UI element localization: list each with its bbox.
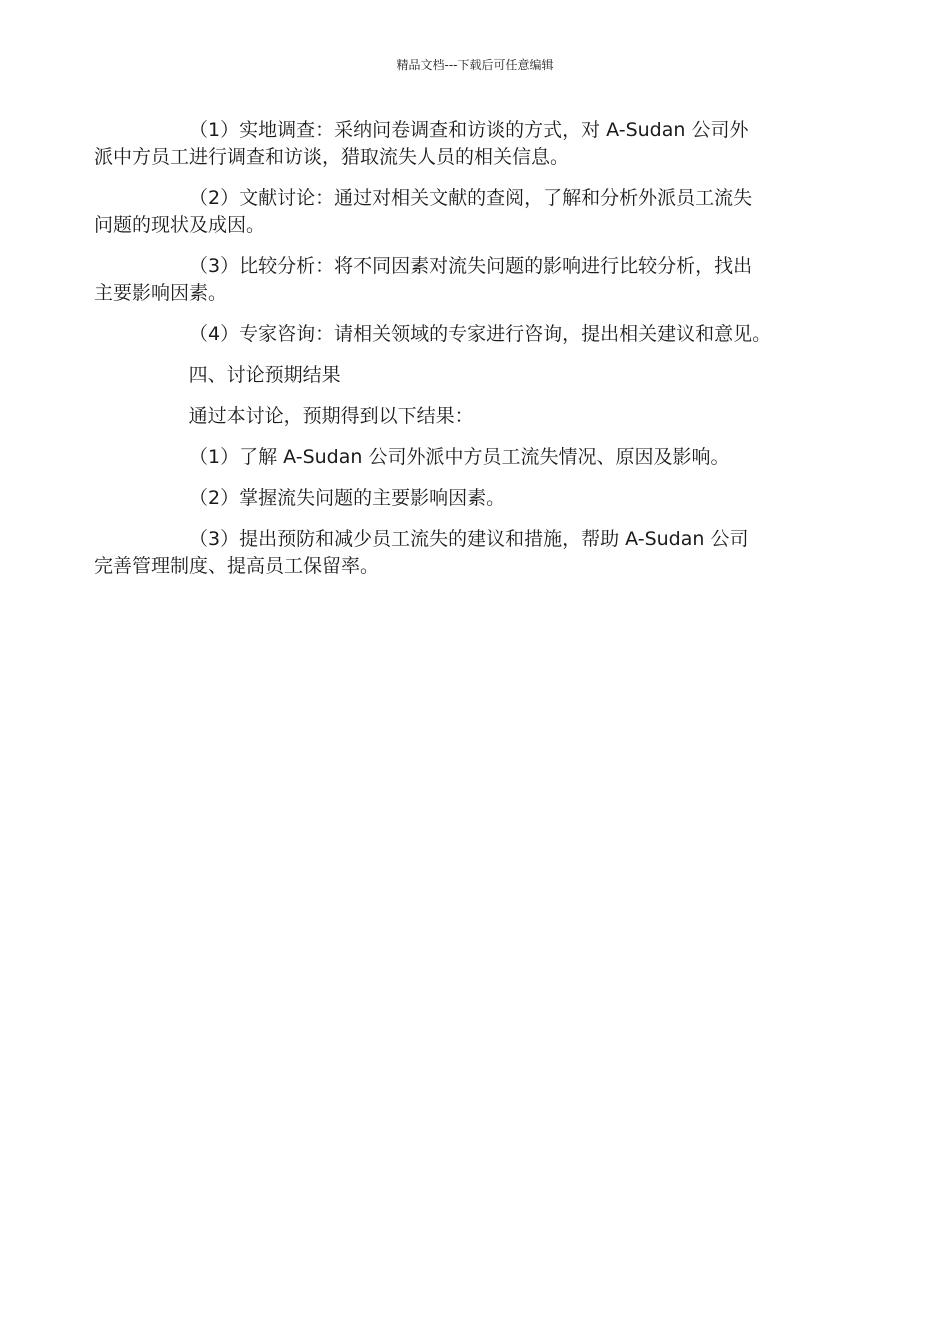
- text-line: （1）实地调查：采纳问卷调查和访谈的方式，对 A-Sudan 公司外: [189, 119, 749, 141]
- method-paragraph-1: [94, 117, 823, 171]
- section-heading: 四、讨论预期结果: [188, 364, 341, 386]
- result-paragraph-3: [94, 526, 823, 580]
- text-line: 派中方员工进行调查和访谈，猎取流失人员的相关信息。: [94, 146, 570, 168]
- text-line: 主要影响因素。: [94, 282, 228, 304]
- document-body: [94, 117, 823, 594]
- text-line: （2）文献讨论：通过对相关文献的查阅，了解和分析外派员工流失: [189, 187, 753, 209]
- section-intro: 通过本讨论，预期得到以下结果：: [188, 405, 474, 427]
- page-header: 精品文档---下载后可任意编辑: [396, 58, 554, 72]
- text-line: （4）专家咨询：请相关领域的专家进行咨询，提出相关建议和意见。: [189, 323, 772, 345]
- text-line: 问题的现状及成因。: [94, 214, 266, 236]
- text-line: （1）了解 A-Sudan 公司外派中方员工流失情况、原因及影响。: [189, 446, 730, 468]
- text-line: （2）掌握流失问题的主要影响因素。: [189, 487, 506, 509]
- method-paragraph-3: [94, 253, 823, 307]
- text-line: （3）比较分析：将不同因素对流失问题的影响进行比较分析，找出: [189, 255, 753, 277]
- text-line: （3）提出预防和减少员工流失的建议和措施，帮助 A-Sudan 公司: [189, 528, 749, 550]
- method-paragraph-4: [143, 321, 823, 348]
- text-line: 完善管理制度、提高员工保留率。: [94, 555, 380, 577]
- result-paragraph-1: [143, 444, 823, 471]
- result-paragraph-2: [143, 485, 823, 512]
- method-paragraph-2: [94, 185, 823, 239]
